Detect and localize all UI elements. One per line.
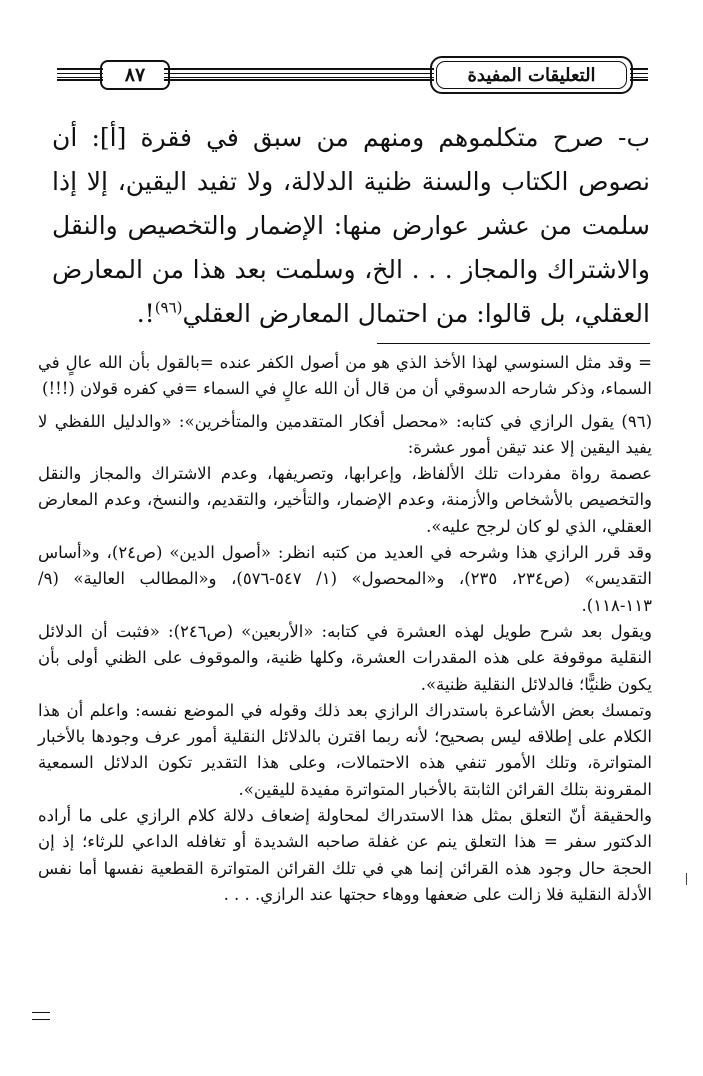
footnote-continuation: = وقد مثل السنوسي لهذا الأخذ الذي هو من أصول الكفر عنده =بالقول بأن الله عالٍ في السماء، وذكر شارحه الدسوقي أن من قال أن الله عالٍ في السماء =في كفره قولان (!!!) <box>38 353 652 399</box>
header-rule-left <box>57 68 103 81</box>
footnote-96-intro: (٩٦) يقول الرازي في كتابه: «محصل أفكار المتقدمين والمتأخرين»: «والدليل اللفظي لا يفيد اليقين إلا عند تيقن أمور عشرة: <box>38 411 652 457</box>
footnote-separator <box>377 343 650 344</box>
footnote-96-arbain-quote: ويقول بعد شرح طويل لهذه العشرة في كتابه: «الأربعين» (ص٢٤٦): «فثبت أن الدلائل النقلية موقوفة على هذه المقدرات العشرة، وكلها ظنية، والموقوف على الظني أولى بأن يكون ظنيًّا؛ فالدلائل النقلية ظنية». <box>38 621 652 694</box>
margin-mark <box>686 873 687 885</box>
footnotes <box>38 350 652 908</box>
header-rule-right <box>630 68 648 81</box>
page-number: ٨٧ <box>100 60 170 90</box>
footnote-96-references: وقد قرر الرازي هذا وشرحه في العديد من كتبه انظر: «أصول الدين» (ص٢٤)، و«أساس التقديس» (ص٢٣٤، ٢٣٥)، و«المحصول» (١/ ٥٤٧-٥٧٦)، و«المطالب العالية» (٩/ ١١٣-١١٨). <box>38 543 653 615</box>
main-text <box>52 116 650 336</box>
footnote-96-conclusion: والحقيقة أنّ التعلق بمثل هذا الاستدراك لمحاولة إضعاف دلالة كلام الرازي على ما أراده الدكتور سفر = هذا التعلق ينم عن غفلة صاحبه الشديدة أو تغافله الداعي للرثاء؛ إذ إن الحجة حال وجود هذه القرائن إنما هي في تلك القرائن المتواترة القطعية نفسها أما نفس الأدلة النقلية فلا زالت على ضعفها ووهاء حجتها عند الرازي. . . . <box>38 806 652 904</box>
main-paragraph <box>52 116 650 336</box>
footnote-96-istidrak: وتمسك بعض الأشاعرة باستدراك الرازي بعد ذلك وقوله في الموضع نفسه: واعلم أن هذا الكلام على إطلاقه ليس بصحيح؛ لأنه ربما اقترن بالدلائل النقلية أمور عرف وجودها بالأخبار المتواترة، وتلك الأمور تنفي هذه الاحتمالات، وعلى هذا التقدير تكون الدلائل السمعية المقرونة بتلك القرائن الثابتة بالأخبار المتواترة مفيدة لليقين». <box>38 700 652 799</box>
page-header <box>0 52 703 98</box>
footnote-96-list: عصمة رواة مفردات تلك الألفاظ، وإعرابها، وتصريفها، وعدم الاشتراك والمجاز والنقل والتخصيص بالأشخاص والأزمنة، وعدم الإضمار، والتأخير، والتقديم، والنسخ، وعدم المعارض العقلي، الذي لو كان لرجح عليه». <box>38 464 652 536</box>
running-title: التعليقات المفيدة <box>430 56 633 94</box>
header-rule-middle <box>164 68 434 81</box>
footnote-reference: (٩٦) <box>154 298 183 317</box>
main-paragraph-tail: !. <box>136 299 155 328</box>
main-paragraph-text: ب- صرح متكلموهم ومنهم من سبق في فقرة [أ]: أن نصوص الكتاب والسنة ظنية الدلالة، ولا تفيد اليقين، إلا إذا سلمت من عشر عوارض منها: الإضمار والتخصيص والنقل والاشتراك والمجاز . . . الخ، وسلمت بعد هذا من المعارض العقلي، بل قالوا: من احتمال المعارض العقلي <box>52 123 650 328</box>
continuation-mark <box>32 1012 50 1020</box>
